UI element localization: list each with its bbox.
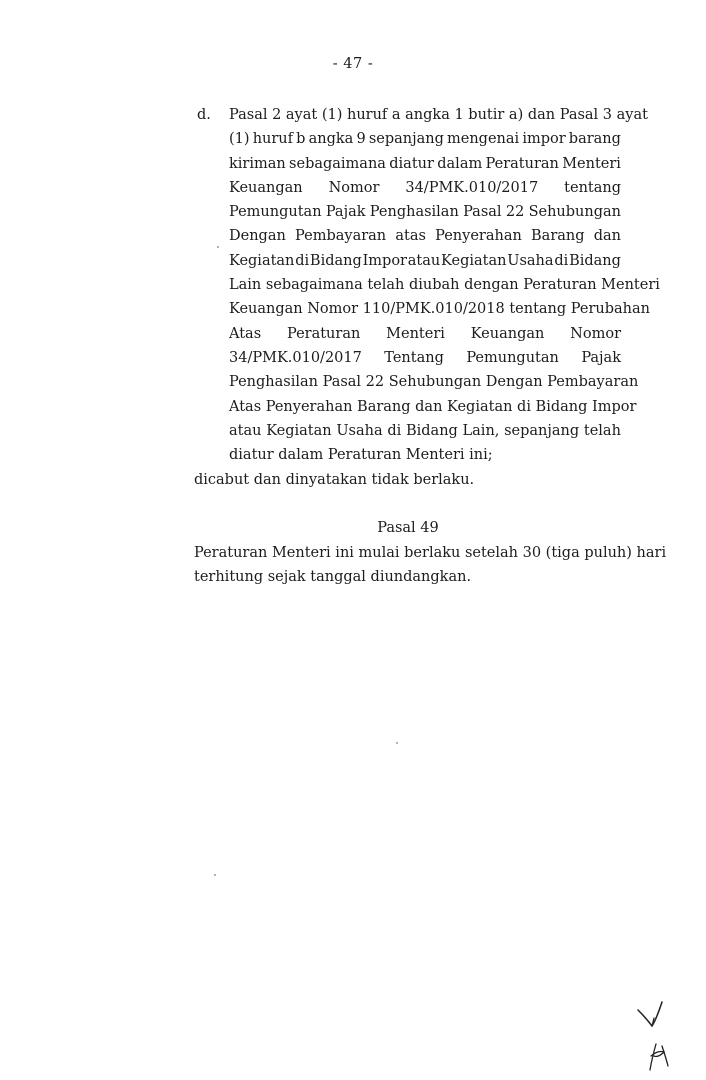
word: tentang (564, 179, 621, 196)
word: Pasal 2 ayat (1) huruf a angka 1 butir a) dan Pasal 3 ayat (229, 107, 648, 123)
word: Bidang (569, 252, 621, 269)
word: barang (568, 131, 621, 148)
list-item-line (229, 152, 621, 176)
word: Kegiatan (266, 422, 332, 439)
word: Pemungutan (229, 204, 322, 221)
word: Penghasilan (369, 204, 459, 221)
word: dan (593, 228, 621, 245)
word: Usaha (336, 422, 383, 439)
scan-speck (214, 874, 216, 876)
list-item-line (229, 370, 639, 394)
list-item-text (229, 103, 660, 467)
word: sepanjang (368, 131, 444, 148)
word: Barang (531, 228, 585, 245)
list-item-line (229, 395, 637, 419)
list-item-line (229, 249, 621, 273)
word: Bidang (405, 422, 458, 439)
list-item-line (229, 176, 621, 200)
list-item-line (229, 103, 648, 127)
list-item-line (229, 322, 621, 346)
word: mengenai (447, 131, 520, 148)
article-body (194, 541, 667, 590)
list-item-line (229, 224, 621, 248)
word: Kegiatan (441, 252, 507, 269)
revocation-clause: dicabut dan dinyatakan tidak berlaku. (194, 472, 475, 488)
word: diatur dalam Peraturan Menteri ini; (229, 447, 493, 464)
word: di (295, 252, 310, 269)
word: Pemungutan (466, 349, 559, 366)
word: Peraturan (485, 155, 559, 172)
paraf-signature (628, 996, 688, 1076)
word: Peraturan (286, 325, 361, 342)
word: atas (395, 228, 426, 245)
list-item-letter: d. (197, 107, 211, 123)
word: Keuangan (470, 325, 545, 342)
list-item-line (229, 419, 621, 443)
word: telah (583, 422, 621, 439)
word: Atas (229, 325, 262, 342)
word: sepanjang (504, 422, 580, 439)
article-line: terhitung sejak tanggal diundangkan. (194, 569, 472, 586)
word: Lain, (462, 422, 500, 439)
word: Nomor (328, 179, 380, 196)
word: di (387, 422, 402, 439)
list-item-line (229, 297, 650, 321)
list-item-d (197, 103, 660, 467)
word: Dengan (229, 228, 286, 245)
word: Atas Penyerahan Barang dan Kegiatan di Bidang Impor (229, 398, 637, 415)
word: (1) (229, 131, 250, 148)
word: Pajak (581, 349, 621, 366)
list-item-line (229, 127, 621, 151)
word: Keuangan (229, 179, 303, 196)
word: Pajak (325, 204, 366, 221)
scan-speck (396, 742, 398, 744)
word: Impor (362, 252, 407, 269)
word: sebagaimana (289, 155, 386, 172)
word: Pasal (463, 204, 502, 221)
word: di (554, 252, 569, 269)
word: Lain sebagaimana telah diubah dengan Peraturan Menteri (229, 277, 660, 294)
word: kiriman (229, 155, 286, 172)
word: 9 (356, 131, 366, 148)
word: Bidang (309, 252, 362, 269)
article-line: Peraturan Menteri ini mulai berlaku setelah 30 (tiga puluh) hari (194, 545, 667, 561)
scan-speck (217, 246, 219, 248)
word: Menteri (562, 155, 621, 172)
word: Menteri (386, 325, 445, 342)
word: Penghasilan Pasal 22 Sehubungan Dengan Pembayaran (229, 374, 639, 391)
word: atau (407, 252, 441, 269)
list-item-line (229, 443, 621, 467)
word: atau (229, 422, 262, 439)
list-item-line (229, 346, 621, 370)
word: b (296, 131, 306, 148)
word: Sehubungan (528, 204, 621, 221)
word: Usaha (507, 252, 554, 269)
word: Kegiatan (229, 252, 295, 269)
word: angka (308, 131, 354, 148)
list-item-line (229, 200, 621, 224)
word: diatur (389, 155, 434, 172)
page-number: - 47 - (332, 56, 374, 72)
word: impor (522, 131, 566, 148)
word: Penyerahan (435, 228, 522, 245)
word: dalam (437, 155, 483, 172)
word: 22 (505, 204, 525, 221)
word: Keuangan Nomor 110/PMK.010/2018 tentang Perubahan (229, 301, 650, 318)
word: Pembayaran (295, 228, 387, 245)
word: 34/PMK.010/2017 (229, 349, 362, 366)
word: huruf (252, 131, 294, 148)
word: Nomor (570, 325, 621, 342)
list-item-line (229, 273, 660, 297)
word: 34/PMK.010/2017 (405, 179, 539, 196)
word: Tentang (384, 349, 444, 366)
article-heading: Pasal 49 (377, 520, 439, 536)
